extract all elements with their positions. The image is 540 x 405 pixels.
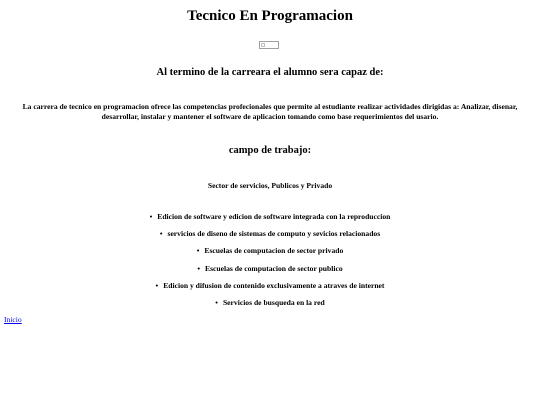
- list-item: [0, 212, 540, 229]
- broken-image-glyph: [261, 43, 265, 47]
- bullet-icon: •: [196, 246, 200, 256]
- list-item-text: Edicion y difusion de contenido exclusivamente a atraves de internet: [163, 280, 385, 290]
- section-title: campo de trabajo:: [228, 145, 312, 156]
- bullet-icon: •: [159, 229, 163, 239]
- bullet-icon: •: [197, 263, 201, 273]
- list-item-text: Servicios de busqueda en la red: [222, 297, 325, 307]
- broken-image-icon: [259, 41, 279, 49]
- career-description: La carrera de tecnico en programacion ofrece las competencias profecionales que permite al estudiante realizar actividades dirigidas a: Analizar, disenar, desarrollar, instalar y mantener el software de aplicacion tomando como base requerimientos del usario.: [22, 102, 518, 121]
- bullet-icon: •: [149, 212, 153, 221]
- list-item: [0, 264, 540, 281]
- list-item: [0, 298, 540, 315]
- page-title: Tecnico En Programacion: [187, 8, 353, 24]
- sector-text: Sector de servicios, Publicos y Privado: [207, 181, 333, 190]
- list-item-text: servicios de diseno de sistemas de computo y sevicios relacionados: [167, 229, 381, 239]
- page-subtitle: Al termino de la carreara el alumno sera capaz de:: [156, 67, 384, 78]
- work-field-list: [0, 212, 540, 315]
- list-item-text: Escuelas de computacion de sector publico: [205, 263, 343, 273]
- list-item: [0, 246, 540, 263]
- list-item: [0, 229, 540, 246]
- inicio-link[interactable]: Inicio: [4, 315, 22, 324]
- list-item-text: Escuelas de computacion de sector privado: [204, 246, 344, 256]
- list-item-text: Edicion de software y edicion de software integrada con la reproduccion: [157, 212, 391, 221]
- list-item: [0, 281, 540, 298]
- bullet-icon: •: [155, 280, 159, 290]
- bullet-icon: •: [215, 297, 218, 307]
